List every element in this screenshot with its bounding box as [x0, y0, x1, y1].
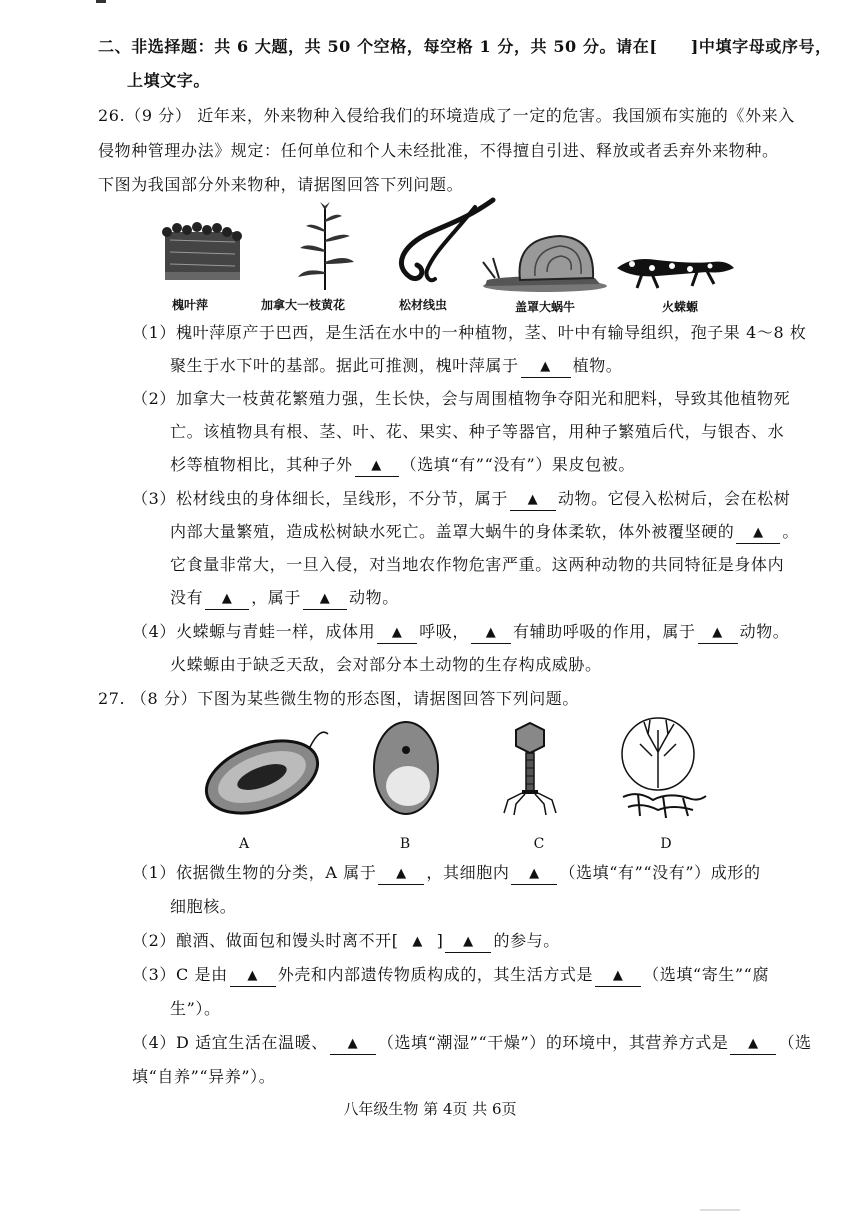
caption-salamander: 火蝾螈	[661, 300, 698, 314]
q27-p1-text: （选填“有”“没有”）成形的	[559, 863, 761, 882]
answer-blank[interactable]	[595, 966, 641, 987]
answer-blank[interactable]	[230, 966, 276, 987]
q26-p2-text: （选填“有”“没有”）果皮包被。	[400, 455, 635, 474]
answer-blank[interactable]	[330, 1034, 376, 1055]
caption-goldenrod: 加拿大一枝黄花	[260, 298, 345, 312]
answer-blank[interactable]	[730, 1034, 776, 1055]
q26-p4-text: 有辅助呼吸的作用，属于	[513, 622, 696, 641]
q26-p3-line1	[132, 488, 790, 511]
q26-intro-line3: 下图为我国部分外来物种，请据图回答下列问题。	[98, 175, 464, 194]
giant-snail-figure	[475, 228, 615, 293]
q27-p2-line	[132, 930, 560, 954]
answer-blank[interactable]	[511, 864, 557, 885]
mold-figure	[618, 712, 708, 822]
q26-p4-text: 呼吸，	[419, 622, 469, 641]
q27-p2-text: 的参与。	[493, 931, 560, 950]
q26-p1-line2	[170, 355, 622, 378]
q27-p4-line1	[132, 1032, 812, 1055]
q27-p4-text: （4）D 适宜生活在温暖、	[132, 1033, 328, 1052]
goldenrod-figure	[290, 202, 360, 292]
q26-p2-line2: 亡。该植物具有根、茎、叶、花、果实、种子等器官，用种子繁殖后代，与银杏、水	[170, 422, 785, 441]
blank-mark: ▲	[612, 968, 624, 983]
q26-intro-line2: 侵物种管理办法》规定：任何单位和个人未经批准，不得擅自引进、释放或者丢弃外来物种。	[98, 141, 779, 160]
q26-p3-text: 内部大量繁殖，造成松树缺水死亡。盖罩大蜗牛的身体柔软，体外被覆坚硬的	[170, 522, 735, 541]
blank-mark: ▲	[221, 591, 233, 606]
caption-snail: 盖罩大蜗牛	[514, 300, 575, 314]
q26-p4-line2: 火蝾螈由于缺乏天敌，会对部分本土动物的生存构成威胁。	[170, 655, 602, 674]
q26-p2-text: 杉等植物相比，其种子外	[170, 455, 353, 474]
label-a: A	[238, 836, 250, 852]
answer-blank[interactable]	[205, 589, 249, 610]
q26-p1-text: 植物。	[572, 356, 623, 375]
q26-intro-line1: 26.（9 分） 近年来，外来物种入侵给我们的环境造成了一定的危害。我国颁布实施的《外来入	[98, 106, 795, 125]
blank-mark: ▲	[753, 525, 764, 540]
q26-p4-text: （4）火蝾螈与青蛙一样，成体用	[132, 622, 376, 641]
q27-p2-text: ]	[436, 931, 444, 950]
q27-p1-line2: 细胞核。	[170, 897, 237, 916]
q27-p3-line2: 生”）。	[170, 999, 221, 1018]
section-heading-line2: 上填文字。	[127, 71, 211, 90]
blank-mark: ▲	[540, 359, 551, 374]
q27-p3-text: 外壳和内部遗传物质构成的，其生活方式是	[277, 965, 594, 984]
blank-mark: ▲	[347, 1036, 359, 1051]
blank-mark: ▲	[529, 866, 540, 881]
q26-p3-text: ，属于	[251, 588, 302, 607]
blank-mark: ▲	[412, 934, 423, 949]
bacteriophage-figure	[500, 718, 560, 818]
q26-p2-line1: （2）加拿大一枝黄花繁殖力强，生长快，会与周围植物争夺阳光和肥料，导致其他植物死	[132, 389, 791, 408]
q26-p1-text: 聚生于水下叶的基部。据此可推测，槐叶萍属于	[170, 356, 519, 375]
blank-mark: ▲	[485, 625, 497, 640]
blank-mark: ▲	[319, 591, 331, 606]
q26-p4-line1	[132, 621, 789, 644]
caption-salvinia: 槐叶萍	[171, 298, 208, 312]
label-d: D	[660, 836, 672, 852]
salvinia-figure	[155, 212, 250, 292]
q27-intro: 27. （8 分）下图为某些微生物的形态图，请据图回答下列问题。	[98, 689, 579, 708]
q26-p3-line2	[170, 521, 799, 544]
q27-p3-text: （选填“寄生”“腐	[643, 965, 770, 984]
q26-p3-text: 动物。它侵入松树后，会在松树	[557, 489, 791, 508]
answer-blank[interactable]	[510, 490, 556, 511]
blank-mark: ▲	[712, 625, 723, 640]
q26-p3-text: （3）松材线虫的身体细长，呈线形，不分节，属于	[132, 489, 508, 508]
answer-blank[interactable]	[378, 864, 424, 885]
q26-p1-line1: （1）槐叶萍原产于巴西，是生活在水中的一种植物，茎、叶中有输导组织，孢子果 4～8 枚	[132, 323, 807, 342]
scan-mark	[96, 0, 106, 3]
blank-mark: ▲	[391, 625, 403, 640]
answer-blank[interactable]	[355, 456, 399, 477]
q26-p3-line4	[170, 587, 399, 610]
q26-p2-line3	[170, 454, 635, 477]
section-heading	[98, 36, 832, 58]
answer-blank[interactable]	[521, 357, 571, 378]
answer-blank[interactable]	[471, 623, 511, 644]
q27-p2-text: （2）酿酒、做面包和馒头时离不开[	[132, 931, 399, 950]
label-c: C	[533, 836, 545, 852]
q27-p4-text: （选填“潮湿”“干燥”）的环境中，其营养方式是	[377, 1033, 729, 1052]
q26-p4-text: 动物。	[739, 622, 790, 641]
scan-artifact	[700, 1209, 740, 1211]
page-footer: 八年级生物 第 4页 共 6页	[343, 1100, 517, 1118]
answer-blank[interactable]	[445, 932, 491, 953]
q26-p3-text: 。	[782, 522, 800, 541]
blank-mark: ▲	[396, 866, 407, 881]
q27-p3-line1	[132, 964, 769, 987]
label-b: B	[399, 836, 411, 852]
q27-p1-text: （1）依据微生物的分类，A 属于	[132, 863, 377, 882]
answer-blank[interactable]	[736, 523, 780, 544]
answer-blank[interactable]	[303, 589, 347, 610]
answer-blank[interactable]	[698, 623, 738, 644]
blank-mark: ▲	[748, 1036, 759, 1051]
q27-p1-line1	[132, 862, 761, 885]
blank-mark: ▲	[527, 492, 539, 507]
caption-nematode: 松材线虫	[398, 298, 447, 312]
q27-p3-text: （3）C 是由	[132, 965, 228, 984]
q27-p1-text: ，其细胞内	[426, 863, 510, 882]
yeast-figure	[370, 718, 442, 818]
bacterium-figure	[200, 722, 330, 817]
q27-p4-text: （选	[778, 1033, 812, 1052]
blank-mark: ▲	[371, 458, 382, 473]
answer-blank[interactable]	[377, 623, 417, 644]
q26-p3-text: 没有	[170, 588, 204, 607]
q26-p3-text: 动物。	[349, 588, 399, 607]
q27-p4-line2: 填“自养”“异养”）。	[132, 1067, 276, 1086]
section-heading-line1: 二、非选择题：共 6 大题，共 50 个空格，每空格 1 分，共 50 分。请在[ ]中填字母或序号，	[98, 37, 832, 56]
blank-mark: ▲	[463, 934, 474, 949]
fire-salamander-figure	[612, 238, 737, 293]
bracket-answer[interactable]	[399, 930, 437, 954]
q26-p3-line3: 它食量非常大，一旦入侵，对当地农作物危害严重。这两种动物的共同特征是身体内	[170, 555, 785, 574]
blank-mark: ▲	[247, 968, 259, 983]
